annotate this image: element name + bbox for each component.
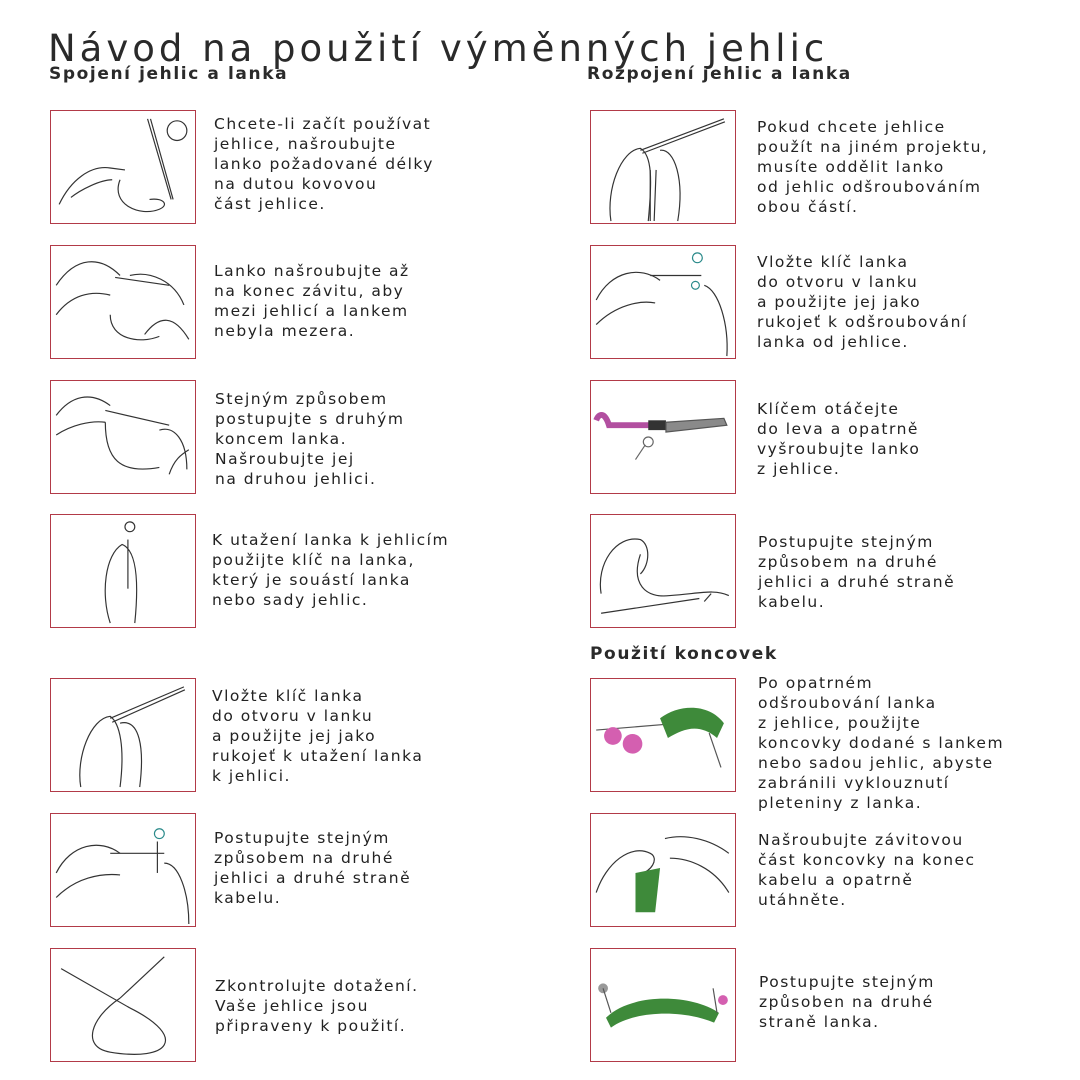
section-heading-end-caps: Použití koncovek <box>590 644 778 664</box>
cable-key-illustration <box>50 514 196 628</box>
finished-needles-illustration <box>50 948 196 1062</box>
step-text: Zkontrolujte dotažení. Vaše jehlice jsou připraveny k použití. <box>215 977 419 1035</box>
screw-end-cap-illustration <box>590 813 736 927</box>
key-in-cable-illustration <box>590 245 736 359</box>
step-text: Postupujte stejným způsoben na druhé straně lanka. <box>759 973 935 1031</box>
tighten-other-needle-illustration <box>50 813 196 927</box>
section-heading-disconnect: Rozpojení jehlic a lanka <box>587 64 852 84</box>
step-text: Klíčem otáčejte do leva a opatrně vyšroubujte lanko z jehlice. <box>757 400 921 478</box>
both-end-caps-illustration <box>590 948 736 1062</box>
step-text: Postupujte stejným způsobem na druhé jehlici a druhé straně kabelu. <box>214 829 412 907</box>
step-text: Chcete-li začít používat jehlice, našroubujte lanko požadované délky na dutou kovovou část jehlice. <box>214 115 434 213</box>
step-text: Pokud chcete jehlice použít na jiném projektu, musíte oddělit lanko od jehlic odšroubováním obou částí. <box>757 118 989 216</box>
turn-key-illustration <box>590 380 736 494</box>
step-text: Vložte klíč lanka do otvoru v lanku a použijte jej jako rukojeť k utažení lanka k jehlici. <box>212 687 424 785</box>
unscrew-other-side-illustration <box>590 514 736 628</box>
step-text: Našroubujte závitovou část koncovky na konec kabelu a opatrně utáhněte. <box>758 831 976 909</box>
end-caps-illustration <box>590 678 736 792</box>
unscrew-hands-illustration <box>590 110 736 224</box>
step-text: Po opatrném odšroubování lanka z jehlice, použijte koncovky dodané s lankem nebo sadou jehlic, abyste zabránili vyklouznutí pleteniny z lanka. <box>758 674 1005 812</box>
section-heading-connect: Spojení jehlic a lanka <box>49 64 289 84</box>
step-text: Stejným způsobem postupujte s druhým koncem lanka. Našroubujte jej na druhou jehlici. <box>215 390 405 488</box>
step-text: K utažení lanka k jehlicím použijte klíč na lanka, který je souástí lanka nebo sady jehlic. <box>212 531 450 609</box>
second-end-illustration <box>50 380 196 494</box>
page-title: Návod na použití výměnných jehlic <box>48 26 829 70</box>
screw-cable-illustration <box>50 245 196 359</box>
insert-key-illustration <box>50 678 196 792</box>
step-text: Lanko našroubujte až na konec závitu, aby mezi jehlicí a lankem nebyla mezera. <box>214 262 410 340</box>
step-text: Vložte klíč lanka do otvoru v lanku a použijte jej jako rukojeť k odšroubování lanka od jehlice. <box>757 253 968 351</box>
step-text: Postupujte stejným způsobem na druhé jehlici a druhé straně kabelu. <box>758 533 956 611</box>
needle-insert-cable-illustration <box>50 110 196 224</box>
